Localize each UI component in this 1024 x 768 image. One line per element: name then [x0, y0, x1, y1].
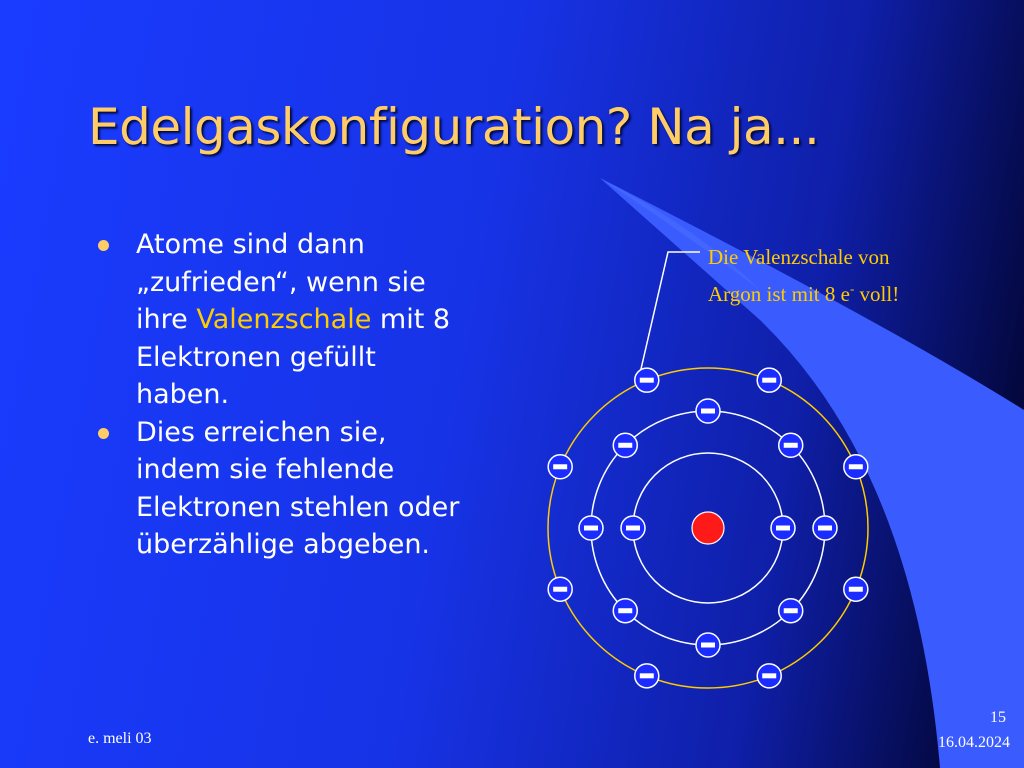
electron-minus-icon [635, 664, 659, 688]
electron-minus-icon [621, 516, 645, 540]
electron-minus-icon [548, 577, 572, 601]
bullet-item-elektronen [96, 414, 476, 564]
footer-author: e. meli 03 [88, 730, 152, 747]
electron-minus-icon [579, 516, 603, 540]
electron-minus-icon [613, 599, 637, 623]
electron-minus-icon [813, 516, 837, 540]
bullet-list [96, 226, 476, 564]
slide-title: Edelgaskonfiguration? Na ja... [88, 98, 820, 156]
bullet-item-valenzschale [96, 226, 476, 414]
electron-minus-icon [779, 433, 803, 457]
electron-minus-icon [635, 368, 659, 392]
electron-minus-icon [844, 455, 868, 479]
bullet-dot-icon [98, 240, 109, 251]
bullet-text: Dies erreichen sie, indem sie fehlende Elektronen stehlen oder überzählige abgeben. [136, 416, 460, 560]
callout-text: Argon ist mit 8 e [708, 282, 850, 306]
page-number: 15 [990, 709, 1006, 726]
valence-callout [708, 242, 1008, 310]
callout-line-2 [708, 273, 1008, 310]
electron-minus-icon [757, 368, 781, 392]
electron-minus-icon [779, 599, 803, 623]
bullet-text-start: Atome sind dann „zufrieden“, wenn sie ihre [136, 229, 426, 335]
footer-date: 16.04.2024 [938, 734, 1010, 751]
bullet-text-end: mit 8 Elektronen gefüllt haben. [136, 304, 451, 410]
bullet-dot-icon [98, 428, 109, 439]
electron-minus-icon [844, 577, 868, 601]
electron-minus-icon [771, 516, 795, 540]
callout-text-end: voll! [854, 282, 900, 306]
electron-minus-icon [696, 399, 720, 423]
electron-minus-icon [696, 633, 720, 657]
callout-line-1: Die Valenzschale von [708, 245, 890, 269]
electron-minus-icon [548, 455, 572, 479]
argon-atom-diagram [520, 350, 890, 700]
nucleus [692, 512, 724, 544]
electron-charge-superscript: - [849, 281, 855, 296]
electron-minus-icon [613, 433, 637, 457]
electron-minus-icon [757, 664, 781, 688]
bullet-highlight-valenzschale: Valenzschale [196, 304, 372, 335]
